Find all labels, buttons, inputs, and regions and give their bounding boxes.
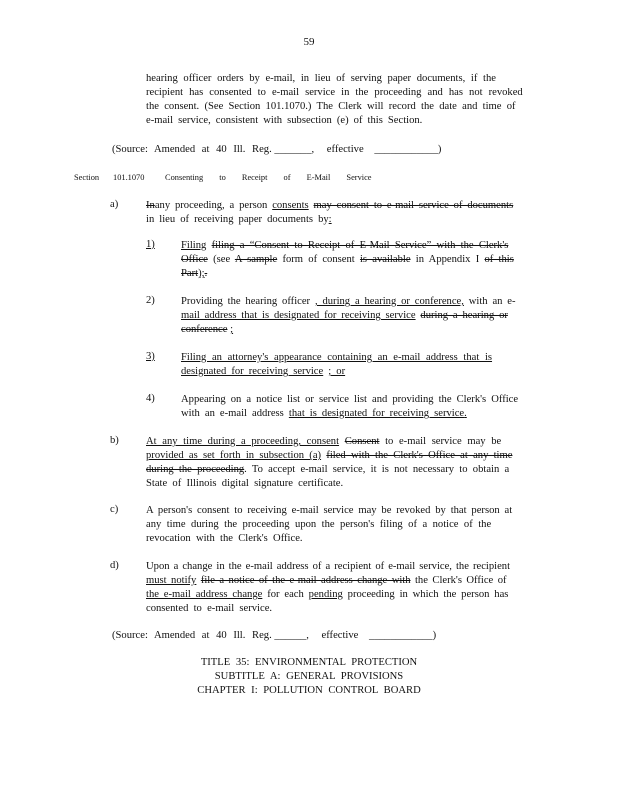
- text: with an e-: [468, 296, 516, 307]
- text: form of consent: [282, 254, 355, 265]
- text-line: [181, 365, 345, 379]
- inserted-text: :: [328, 214, 332, 225]
- source-text: (Source: Amended at 40 Ill. Reg.: [112, 630, 272, 641]
- text: in lieu of receiving paper documents by: [146, 214, 329, 225]
- deleted-text: Office: [181, 254, 208, 265]
- text-line: recipient has consented to e-mail service in the proceeding and has not revoked: [146, 87, 523, 98]
- inserted-text: must notify: [146, 575, 197, 586]
- inserted-text: consents: [272, 200, 309, 211]
- inserted-text: .: [464, 408, 467, 419]
- inserted-text: the e-mail address change: [146, 589, 263, 600]
- text-line: [146, 463, 509, 477]
- text-line: Appearing on a notice list or service list and providing the Clerk's Office: [181, 394, 519, 405]
- text-line: hearing officer orders by e-mail, in lieu of serving paper documents, if the: [146, 73, 496, 84]
- text-line: any time during the proceeding upon the person's filing of a notice of the: [146, 519, 492, 530]
- deleted-text: .: [204, 268, 208, 279]
- inserted-text: ;: [230, 324, 234, 335]
- inserted-text: that is designated for receiving service: [288, 408, 465, 419]
- source-blank: ______,: [274, 630, 309, 641]
- text: with an e-mail address: [181, 408, 284, 419]
- section-title: Consenting to Receipt of E-Mail Service: [165, 173, 372, 182]
- deleted-text: A sample: [234, 254, 278, 265]
- footer-subtitle: SUBTITLE A: GENERAL PROVISIONS: [214, 671, 404, 682]
- deleted-text: conference: [181, 324, 228, 335]
- source-blank: ____________): [374, 144, 442, 155]
- text-line: [146, 588, 508, 602]
- item-label: 3): [146, 351, 155, 362]
- text-line: [181, 253, 514, 267]
- text: for each: [267, 589, 304, 600]
- text-line: [181, 323, 233, 337]
- subsection-label: b): [110, 435, 119, 446]
- text-line: [146, 574, 507, 588]
- inserted-text: Filing: [181, 240, 207, 251]
- inserted-text: ; or: [328, 366, 346, 377]
- item-label: 4): [146, 393, 155, 404]
- deleted-text: during the proceeding: [146, 464, 245, 475]
- section-label: Section: [74, 173, 100, 182]
- text-line: [181, 239, 508, 253]
- item-label: 2): [146, 295, 155, 306]
- deleted-text: Consent: [344, 436, 380, 447]
- deleted-text: filed with the Clerk's Office at any time: [326, 450, 513, 461]
- footer-title: TITLE 35: ENVIRONMENTAL PROTECTION: [200, 657, 418, 668]
- deleted-text: In: [146, 200, 155, 211]
- source-note: [112, 629, 436, 643]
- text: proceeding in which the person has: [347, 589, 509, 600]
- item-label: 1): [146, 239, 155, 250]
- text: to e-mail service may be: [385, 436, 502, 447]
- inserted-text: );: [198, 268, 205, 279]
- text-line: [181, 295, 516, 309]
- text-line: [146, 199, 513, 213]
- source-text: (Source: Amended at 40 Ill. Reg.: [112, 144, 272, 155]
- page-number: 59: [303, 36, 315, 48]
- text: . To accept e-mail service, it is not necessary to obtain a: [244, 464, 510, 475]
- source-note: [112, 143, 441, 157]
- text-line: the consent. (See Section 101.1070.) The Clerk will record the date and time of: [146, 101, 516, 112]
- source-blank: ____________): [369, 630, 437, 641]
- text-line: [181, 309, 508, 323]
- text-line: [146, 449, 512, 463]
- deleted-text: filing a “Consent to Receipt of E-Mail Service” with the Clerk's: [211, 240, 509, 251]
- text-line: revocation with the Clerk's Office.: [146, 533, 303, 544]
- footer-chapter: CHAPTER I: POLLUTION CONTROL BOARD: [197, 685, 421, 696]
- deleted-text: of this: [484, 254, 514, 265]
- subsection-label: a): [110, 199, 119, 210]
- deleted-text: file a notice of the e-mail address change with: [200, 575, 411, 586]
- text: (see: [213, 254, 231, 265]
- inserted-text: provided as set forth in subsection (a): [146, 450, 322, 461]
- inserted-text: designated for receiving service: [181, 366, 324, 377]
- source-effective: effective: [321, 630, 359, 641]
- inserted-text: pending: [308, 589, 343, 600]
- source-effective: effective: [326, 144, 364, 155]
- source-blank: _______,: [274, 144, 315, 155]
- inserted-text: At any time during a proceeding, consent: [146, 436, 340, 447]
- text-line: [181, 267, 207, 281]
- text-line: [146, 213, 332, 227]
- text: the Clerk's Office of: [414, 575, 507, 586]
- deleted-text: is available: [359, 254, 411, 265]
- text-line: e-mail service, consistent with subsection (e) of this Section.: [146, 115, 423, 126]
- text-line: Upon a change in the e-mail address of a recipient of e-mail service, the recipient: [146, 561, 511, 572]
- inserted-text: mail address that is designated for receiving service: [181, 310, 416, 321]
- text-line: A person's consent to receiving e-mail service may be revoked by that person at: [146, 505, 513, 516]
- text: any proceeding, a person: [154, 200, 268, 211]
- text: Providing the hearing officer: [181, 296, 311, 307]
- text-line: [146, 435, 501, 449]
- text-line: State of Illinois digital signature certificate.: [146, 478, 344, 489]
- inserted-text: , during a hearing or conference,: [314, 296, 464, 307]
- deleted-text: Part: [181, 268, 199, 279]
- deleted-text: during a hearing or: [420, 310, 508, 321]
- section-number: 101.1070: [113, 173, 145, 182]
- deleted-text: may consent to e-mail service of documents: [313, 200, 514, 211]
- inserted-text: Filing an attorney's appearance containing an e-mail address that is: [181, 352, 493, 363]
- text-line: [181, 407, 467, 421]
- subsection-label: c): [110, 504, 119, 515]
- text-line: consented to e-mail service.: [146, 603, 273, 614]
- subsection-label: d): [110, 560, 119, 571]
- text: in Appendix I: [415, 254, 480, 265]
